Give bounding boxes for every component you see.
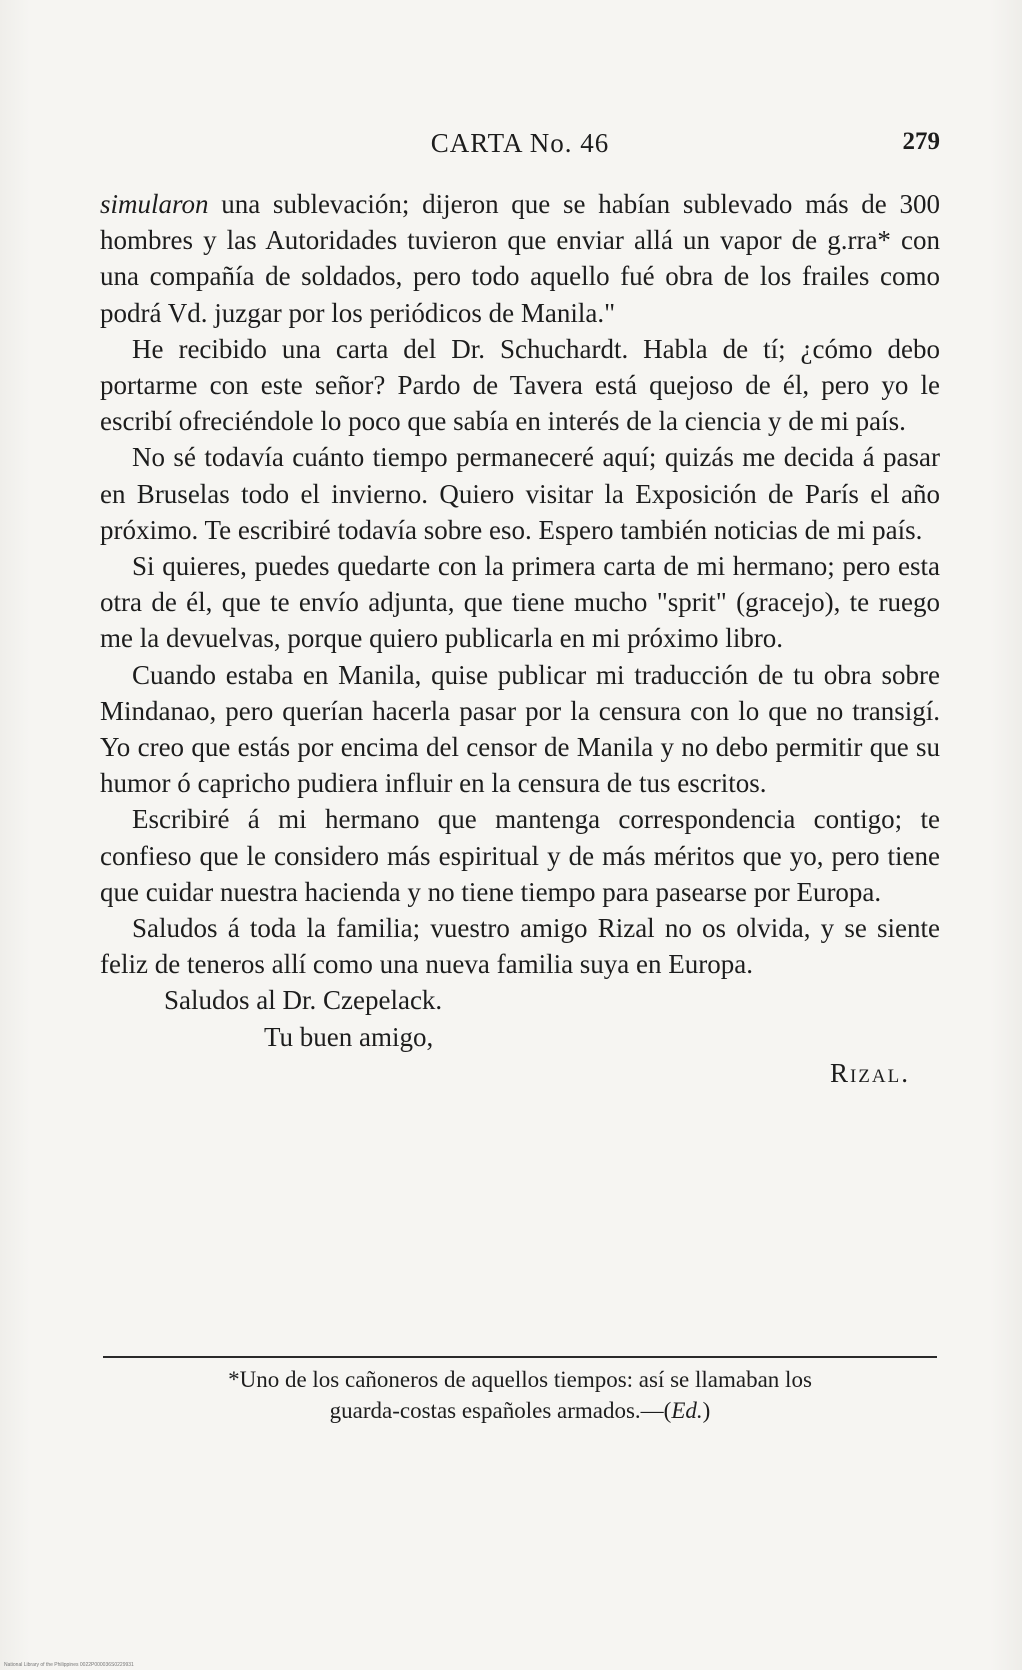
footnote-divider — [103, 1356, 937, 1358]
page-title: CARTA No. 46 — [430, 128, 610, 158]
signature: Rizal. — [829, 1057, 910, 1088]
footnote-line-2-text: guarda-costas españoles armados.—( — [329, 1398, 672, 1423]
footnote-editor-mark: Ed. — [671, 1398, 703, 1423]
paragraph-2: He recibido una carta del Dr. Schuchardt. Habla de tí; ¿cómo debo portarme con este señor? Pardo de Tavera está quejoso de él, pero yo le escribí ofreciéndole lo poco que sabía en interés de la ciencia y de mi país. — [100, 333, 940, 437]
paragraph-4: Si quieres, puedes quedarte con la primera carta de mi hermano; pero esta otra de él, que te envío adjunta, que tiene mucho "sprit" (gracejo), te ruego me la devuelvas, porque quiero publicarla en mi próximo libro. — [100, 551, 940, 654]
page-number: 279 — [902, 128, 940, 155]
footnote-line-1: *Uno de los cañoneros de aquellos tiempos: así se llamaban los — [228, 1367, 812, 1392]
paragraph-7: Saludos á toda la familia; vuestro amigo Rizal no os olvida, y se siente feliz de teneros allí como una nueva familia suya en Europa. — [100, 913, 940, 980]
salute-line: Saludos al Dr. Czepelack. — [164, 985, 443, 1016]
page-header — [100, 128, 940, 168]
paragraph-6: Escribiré á mi hermano que mantenga correspondencia contigo; te confieso que le considero más espiritual y de más méritos que yo, pero tiene que cuidar nuestra hacienda y no tiene tiempo para pasearse por Europa. — [100, 804, 940, 907]
letter-body — [100, 186, 940, 1091]
paragraph-5: Cuando estaba en Manila, quise publicar mi traducción de tu obra sobre Mindanao, pero querían hacerla pasar por la censura con lo que no transigí. Yo creo que estás por encima del censor de Manila y no debo permitir que su humor ó capricho pudiera influir en la censura de tus escritos. — [100, 659, 940, 799]
footnote-line-2 — [100, 1395, 940, 1426]
paragraph-1 — [100, 186, 940, 331]
footnote — [100, 1364, 940, 1426]
closing-line: Tu buen amigo, — [264, 1021, 434, 1052]
paragraph-3: No sé todavía cuánto tiempo permaneceré aquí; quizás me decida á pasar en Bruselas todo el invierno. Quiero visitar la Exposición de París el año próximo. Te escribiré todavía sobre eso. Espero también noticias de mi país. — [100, 442, 940, 545]
italic-lead-word: simularon — [100, 189, 209, 219]
paragraph-1-text: una sublevación; dijeron que se habían sublevado más de 300 hombres y las Autoridades tuvieron que enviar allá un vapor de g.rra* con una compañía de soldados, pero todo aquello fué obra de los frailes como podrá Vd. juzgar por los periódicos de Manila." — [100, 189, 940, 328]
footnote-line-2-end: ) — [702, 1398, 711, 1423]
library-watermark: National Library of the Philippines 0022P000036S0229931 — [4, 1662, 134, 1668]
